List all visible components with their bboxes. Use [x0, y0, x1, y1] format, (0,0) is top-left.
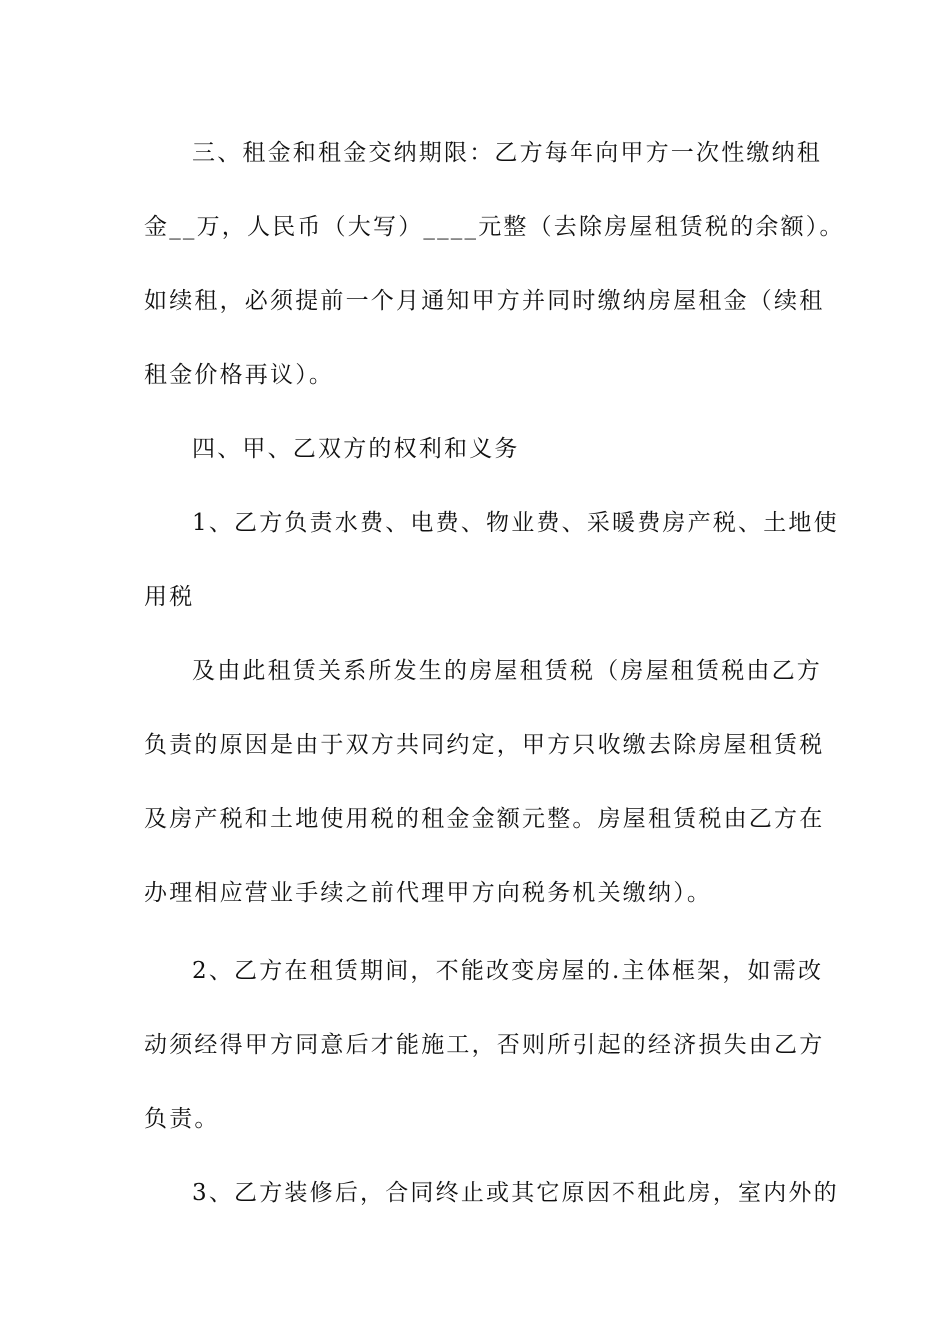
text-line: 及由此租赁关系所发生的房屋租赁税（房屋租赁税由乙方	[192, 658, 822, 684]
text-line: 动须经得甲方同意后才能施工，否则所引起的经济损失由乙方	[144, 1032, 825, 1058]
text-line: 负责。	[144, 1106, 220, 1132]
text-line: 办理相应营业手续之前代理甲方向税务机关缴纳）。	[144, 880, 713, 906]
section-heading: 四、甲、乙双方的权利和义务	[192, 436, 520, 462]
text-line: 三、租金和租金交纳期限：乙方每年向甲方一次性缴纳租	[192, 140, 822, 166]
text-line: 用税	[144, 584, 195, 610]
text-line: 1、乙方负责水费、电费、物业费、采暖费房产税、土地使	[192, 510, 839, 536]
text-line: 如续租，必须提前一个月通知甲方并同时缴纳房屋租金（续租	[144, 288, 825, 314]
text-line: 及房产税和土地使用税的租金金额元整。房屋租赁税由乙方在	[144, 806, 825, 832]
text-line: 负责的原因是由于双方共同约定，甲方只收缴去除房屋租赁税	[144, 732, 825, 758]
text-line: 2、乙方在租赁期间，不能改变房屋的.主体框架，如需改	[192, 958, 824, 984]
text-line: 3、乙方装修后，合同终止或其它原因不租此房，室内外的	[192, 1180, 839, 1206]
text-line: 金__万，人民币（大写）____元整（去除房屋租赁税的余额）。	[144, 214, 845, 240]
text-line: 租金价格再议）。	[144, 362, 335, 388]
